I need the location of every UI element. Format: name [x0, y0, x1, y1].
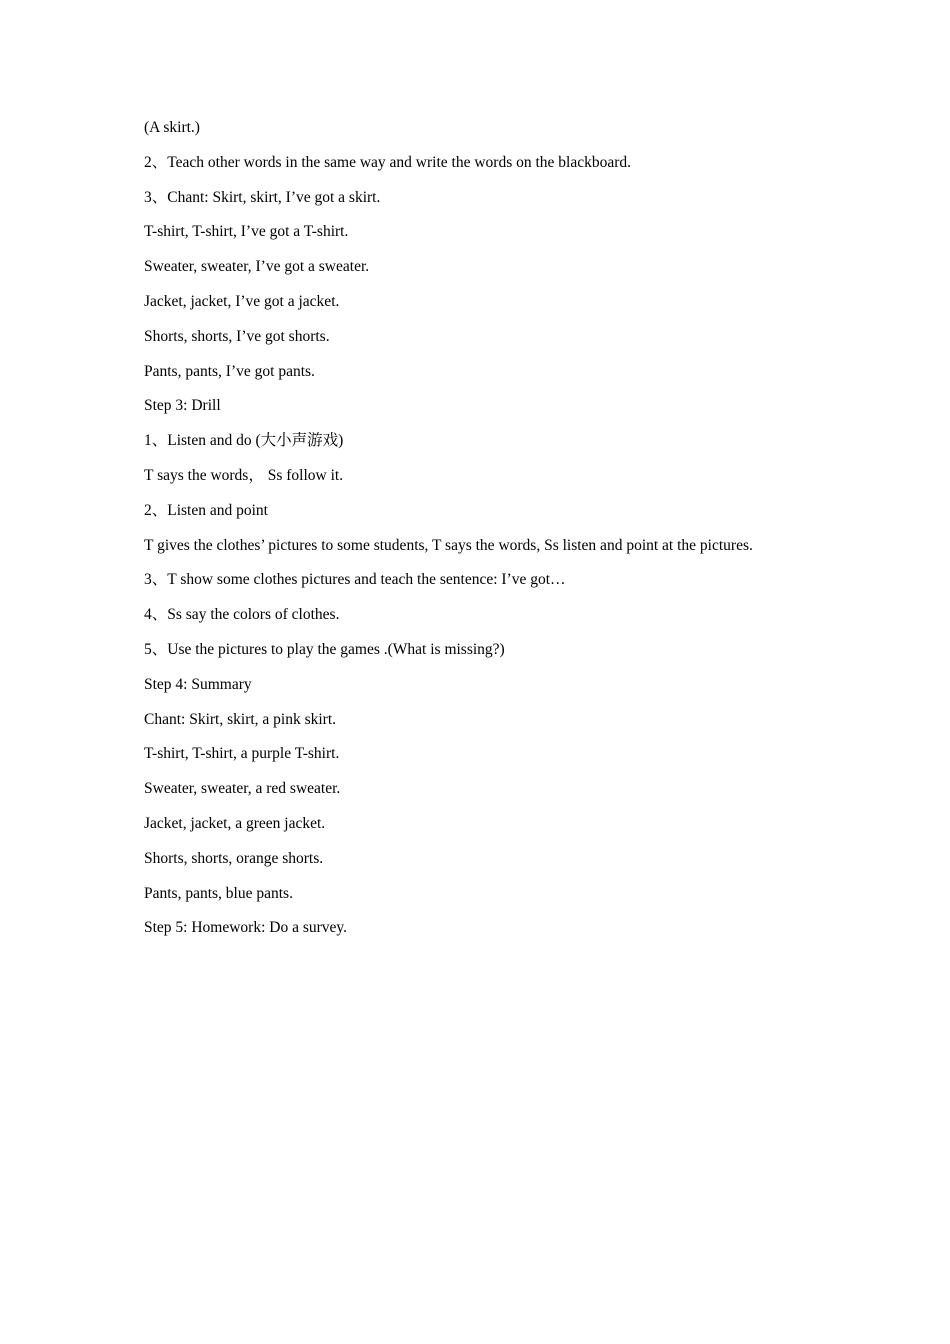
text-line-summary-shorts: Shorts, shorts, orange shorts. [144, 849, 324, 867]
text-line-t-gives-pictures: T gives the clothes’ pictures to some students, T says the words, Ss listen and point at the pictures. [144, 536, 753, 554]
section-heading-step-3: Step 3: Drill [144, 397, 221, 415]
text-line-chant-tshirt: T-shirt, T-shirt, I’ve got a T-shirt. [144, 223, 349, 241]
text-line-chant-shorts: Shorts, shorts, I’ve got shorts. [144, 327, 330, 345]
text-line-chant-pants: Pants, pants, I’ve got pants. [144, 362, 315, 380]
text-line-listen-and-point: 2、Listen and point [144, 501, 268, 519]
text-line-chant-jacket: Jacket, jacket, I’ve got a jacket. [144, 292, 340, 310]
text-line-summary-tshirt: T-shirt, T-shirt, a purple T-shirt. [144, 745, 340, 763]
text-line-chant-sweater: Sweater, sweater, I’ve got a sweater. [144, 258, 370, 276]
text-line-t-show-pictures: 3、T show some clothes pictures and teach the sentence: I’ve got… [144, 571, 566, 589]
text-line-summary-chant-skirt: Chant: Skirt, skirt, a pink skirt. [144, 710, 337, 728]
section-heading-step-4: Step 4: Summary [144, 675, 252, 693]
document-body [144, 116, 824, 951]
text-line-summary-jacket: Jacket, jacket, a green jacket. [144, 814, 326, 832]
text-line-t-says-words: T says the words， Ss follow it. [144, 466, 344, 484]
section-heading-step-5: Step 5: Homework: Do a survey. [144, 919, 348, 937]
text-line-chant-skirt: 3、Chant: Skirt, skirt, I’ve got a skirt. [144, 188, 381, 206]
text-line-skirt-answer: (A skirt.) [144, 119, 200, 136]
text-line-play-games: 5、Use the pictures to play the games .(What is missing?) [144, 640, 505, 658]
text-line-summary-sweater: Sweater, sweater, a red sweater. [144, 780, 341, 798]
text-line-say-colors: 4、Ss say the colors of clothes. [144, 606, 340, 624]
text-line-summary-pants: Pants, pants, blue pants. [144, 884, 293, 902]
text-line-listen-and-do: 1、Listen and do (大小声游戏) [144, 432, 344, 450]
text-line-teach-other-words: 2、Teach other words in the same way and write the words on the blackboard. [144, 153, 632, 171]
